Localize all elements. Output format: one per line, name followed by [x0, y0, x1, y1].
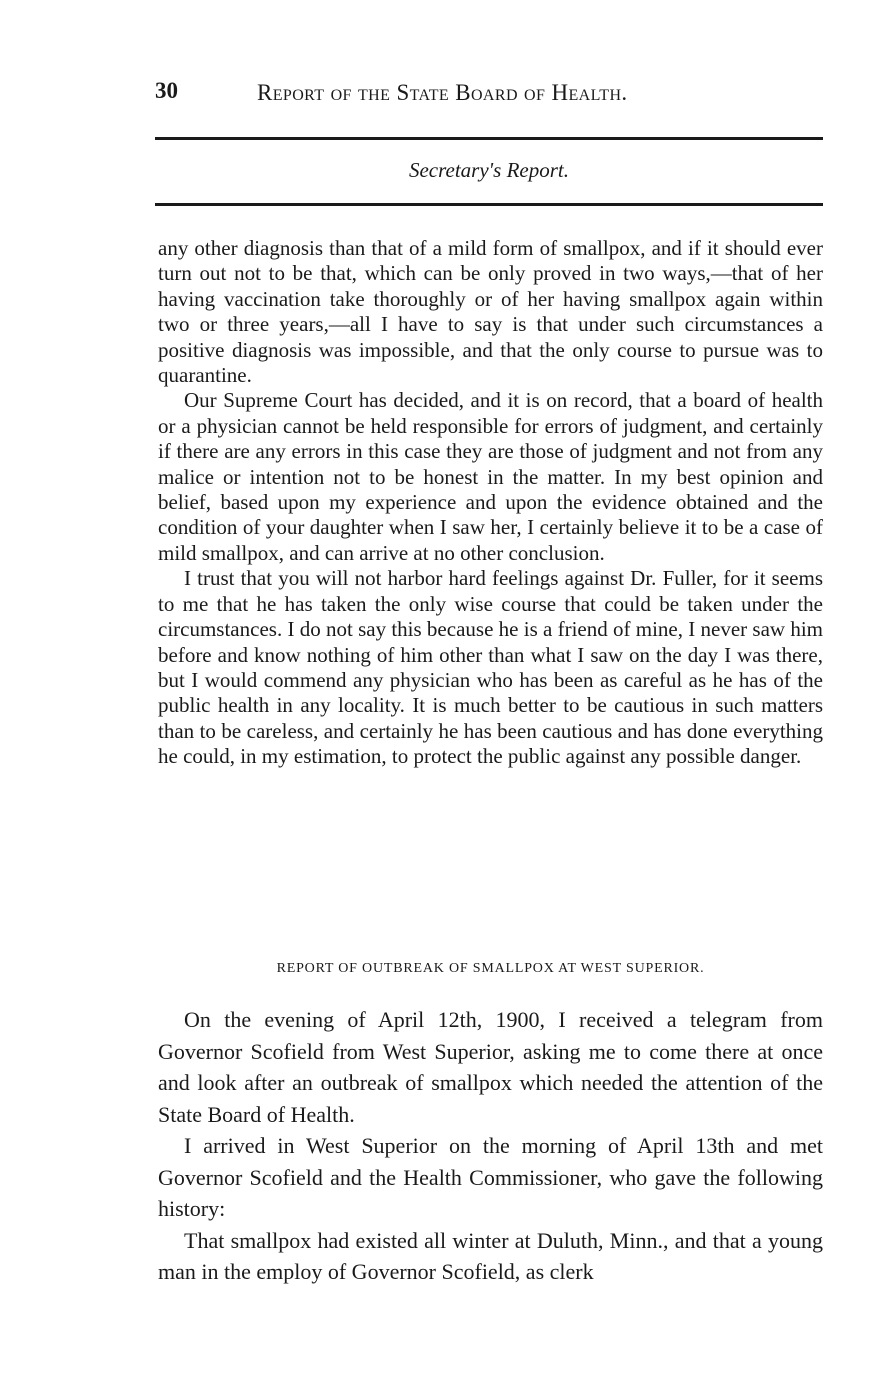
letter-body [158, 236, 823, 770]
running-title: Report of the State Board of Health. [257, 80, 628, 105]
report-paragraph: That smallpox had existed all winter at Duluth, Minn., and that a young man in the employ of Governor Scofield, as clerk [158, 1227, 823, 1284]
page-header [155, 78, 823, 112]
letter-paragraph: Our Supreme Court has decided, and it is on record, that a board of health or a physician cannot be held responsible for errors of judgment, and certainly if there are any errors in this case they are those of judgment and not from any malice or intention not to be honest in the matter. In my best opinion and belief, based upon my experience and upon the evidence obtained and the condition of your daughter when I saw her, I certainly believe it to be a case of mild smallpox, and can arrive at no other conclusion. [158, 388, 823, 565]
letter-paragraph: I trust that you will not harbor hard feelings against Dr. Fuller, for it seems to me that he has taken the only wise course that could be taken under the circumstances. I do not say this because he is a friend of mine, I never saw him before and know nothing of him other than what I saw on the day I was there, but I would commend any physician who has been as careful as he has of the public health in any locality. It is much better to be cautious in such matters than to be careless, and certainly he has been cautious and has done everything he could, in my estimation, to protect the public against any possible danger. [158, 566, 823, 769]
section-label: Secretary's Report. [408, 158, 569, 182]
report-body [158, 1004, 823, 1288]
page-number: 30 [155, 78, 178, 103]
header-rule-top [155, 137, 823, 140]
report-paragraph: I arrived in West Superior on the morning of April 13th and met Governor Scofield and the Health Commissioner, who gave the following history: [158, 1133, 823, 1221]
section-subheading: REPORT OF OUTBREAK OF SMALLPOX AT WEST SUPERIOR. [276, 961, 705, 976]
letter-paragraph: any other diagnosis than that of a mild form of smallpox, and if it should ever turn out not to be that, which can be only proved in two ways,—that of her having vaccination take thoroughly or of her having smallpox again within two or three years,—all I have to say is that under such circumstances a positive diagnosis was impossible, and that the only course to pursue was to quarantine. [158, 236, 823, 388]
header-rule-bottom [155, 203, 823, 206]
report-paragraph: On the evening of April 12th, 1900, I received a telegram from Governor Scofield from West Superior, asking me to come there at once and look after an outbreak of smallpox which needed the attention of the State Board of Health. [158, 1007, 823, 1127]
